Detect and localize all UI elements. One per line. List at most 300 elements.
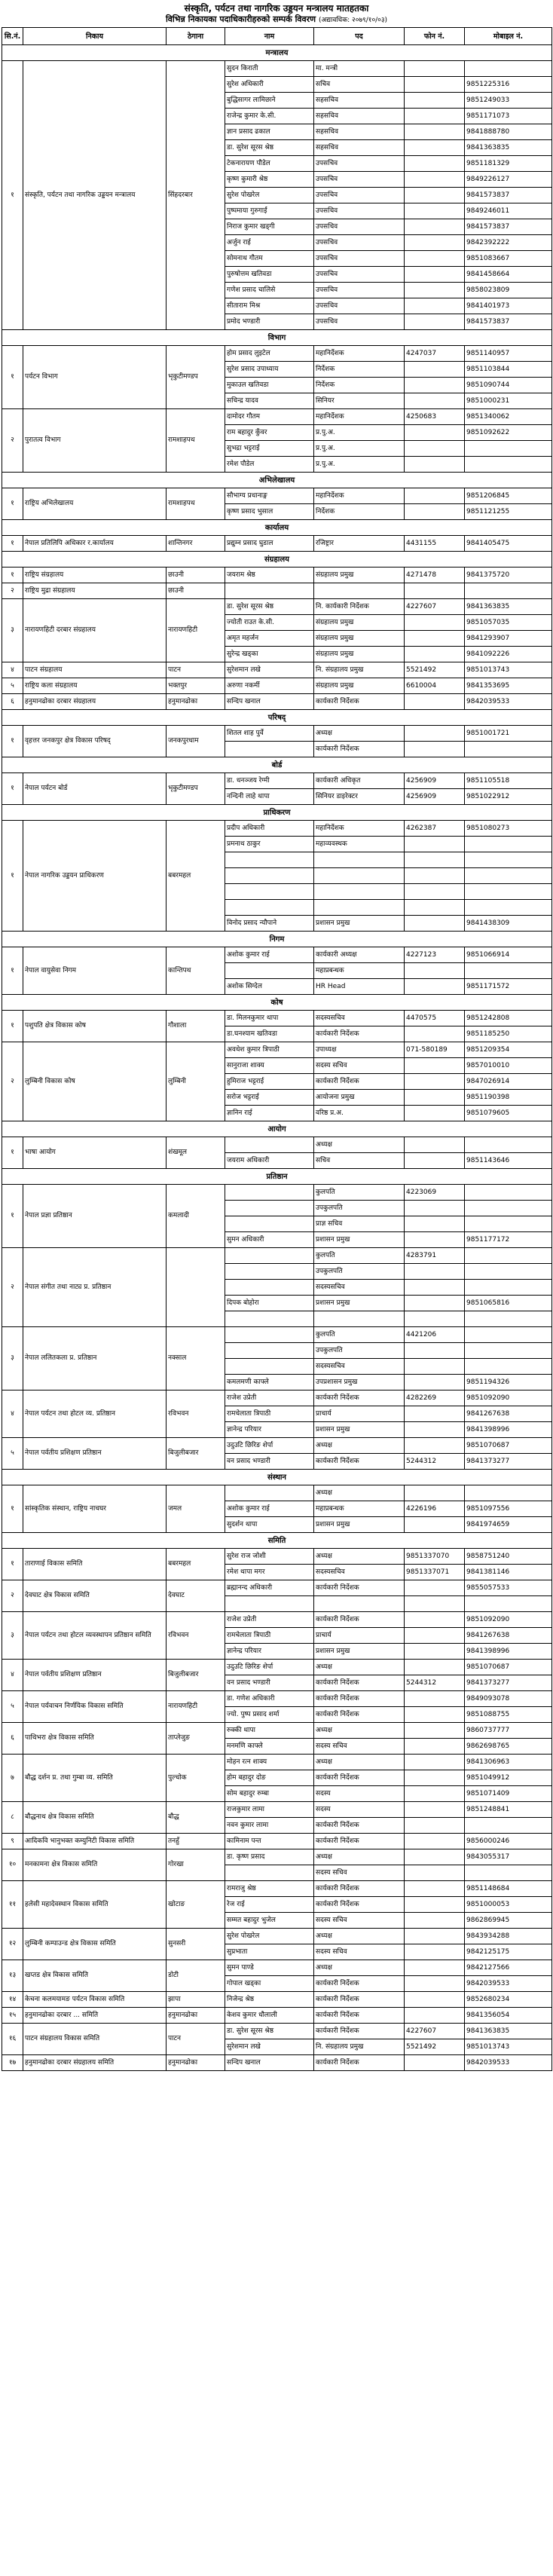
cell-post: कार्यकारी निर्देशक	[314, 2055, 405, 2071]
cell-mobile: 9841398996	[465, 1422, 552, 1438]
cell-name	[225, 1359, 314, 1375]
cell-mobile: 9851092622	[465, 425, 552, 441]
cell-name: वन प्रसाद भण्डारी	[225, 1454, 314, 1470]
cell-phone	[405, 1580, 465, 1596]
cell-post: उपकुलपति	[314, 1201, 405, 1216]
cell-name: राजेश उप्रेती	[225, 1612, 314, 1628]
cell-name: डा. सुरेश सूरस श्रेष्ठ	[225, 599, 314, 615]
cell-address: हनुमानढोका	[167, 694, 225, 710]
cell-phone	[405, 1343, 465, 1359]
cell-phone	[405, 963, 465, 979]
cell-office: नेपाल नागरिक उड्डयन प्राधिकरण	[23, 821, 167, 932]
cell-phone: 4250683	[405, 409, 465, 425]
cell-office: खप्तड क्षेत्र विकास समिति	[23, 1960, 167, 1992]
cell-mobile: 9841353695	[465, 678, 552, 694]
cell-phone	[405, 1834, 465, 1849]
cell-sno: १६	[2, 2024, 23, 2055]
cell-mobile: 9841438309	[465, 916, 552, 932]
cell-name: डा. मिलनकुमार थापा	[225, 1011, 314, 1026]
cell-office: नेपाल पर्वतीय प्रशिक्षण प्रतिष्ठान	[23, 1660, 167, 1691]
cell-address: तनहुँ	[167, 1834, 225, 1849]
cell-mobile: 9841306963	[465, 1755, 552, 1770]
cell-post: कार्यकारी निर्देशक	[314, 1691, 405, 1707]
cell-sno: ९	[2, 1834, 23, 1849]
cell-post: कार्यकारी निर्देशक	[314, 1675, 405, 1691]
cell-name: सुभद्रा भट्टराई	[225, 441, 314, 457]
cell-address: बौद्ध	[167, 1802, 225, 1834]
cell-post: कार्यकारी निर्देशक	[314, 1834, 405, 1849]
cell-name	[225, 884, 314, 900]
cell-phone	[405, 251, 465, 267]
header-post: पद	[314, 28, 405, 45]
cell-sno: ५	[2, 1691, 23, 1723]
cell-post: कार्यकारी अधिकृत	[314, 773, 405, 789]
cell-mobile: 9841373277	[465, 1675, 552, 1691]
cell-sno: ११	[2, 1881, 23, 1929]
cell-post: प्रशासन प्रमुख	[314, 1644, 405, 1660]
cell-sno: २	[2, 583, 23, 599]
cell-mobile	[465, 1343, 552, 1359]
cell-office: पर्यटन विभाग	[23, 346, 167, 409]
cell-name: कृष्ण प्रसाद भुसाल	[225, 504, 314, 520]
cell-name: कृष्ण कुमारी श्रेष्ठ	[225, 172, 314, 188]
header-sno: सि.नं.	[2, 28, 23, 45]
cell-post: अध्यक्ष	[314, 1929, 405, 1944]
cell-name: सुरेशमान लखे	[225, 662, 314, 678]
table-row	[2, 1755, 552, 1770]
cell-post: प्रशासन प्रमुख	[314, 1232, 405, 1248]
cell-phone	[405, 647, 465, 662]
cell-post: प्राज्ञ सचिव	[314, 1216, 405, 1232]
cell-name: मोहन रत्न शाक्य	[225, 1755, 314, 1770]
table-row	[2, 1390, 552, 1406]
table-row	[2, 1881, 552, 1897]
cell-mobile	[465, 1280, 552, 1296]
cell-name	[225, 1264, 314, 1280]
cell-mobile: 9841573837	[465, 188, 552, 203]
cell-name: राजेन्द्र कुमार के.सी.	[225, 109, 314, 124]
cell-name: गणेश प्रसाद चालिसे	[225, 283, 314, 298]
cell-sno: १	[2, 536, 23, 552]
cell-mobile	[465, 1137, 552, 1153]
cell-name: रुक्की थापा	[225, 1723, 314, 1739]
cell-mobile: 9851070687	[465, 1438, 552, 1454]
cell-phone	[405, 378, 465, 393]
section-title: विभाग	[2, 330, 552, 346]
cell-name: प्रदीप अधिकारी	[225, 821, 314, 837]
cell-post: अध्यक्ष	[314, 1755, 405, 1770]
cell-office: पुरातत्व विभाग	[23, 409, 167, 473]
cell-post: उपाध्यक्ष	[314, 1042, 405, 1058]
cell-post: प्रशासन प्रमुख	[314, 1422, 405, 1438]
cell-phone	[405, 203, 465, 219]
table-row	[2, 694, 552, 710]
cell-mobile: 9851209354	[465, 1042, 552, 1058]
cell-post: सहसचिव	[314, 93, 405, 109]
cell-post: नि. संग्रहालय प्रमुख	[314, 662, 405, 678]
cell-mobile: 9851022912	[465, 789, 552, 805]
cell-phone	[405, 393, 465, 409]
table-row	[2, 599, 552, 615]
cell-name	[225, 1216, 314, 1232]
cell-post: उपसचिव	[314, 283, 405, 298]
cell-mobile	[465, 900, 552, 916]
section-row	[2, 330, 552, 346]
cell-post: कार्यकारी निर्देशक	[314, 742, 405, 757]
cell-mobile: 9851140957	[465, 346, 552, 362]
cell-post: सहसचिव	[314, 124, 405, 140]
cell-phone: 4223069	[405, 1185, 465, 1201]
table-row	[2, 1011, 552, 1026]
cell-name: केशव कुमार धौलाली	[225, 2008, 314, 2024]
cell-post: संग्रहालय प्रमुख	[314, 568, 405, 583]
section-row	[2, 932, 552, 947]
cell-office: हनुमानढोका दरबार संग्रहालय	[23, 694, 167, 710]
cell-mobile	[465, 457, 552, 473]
cell-name: ज्योती राउत के.सी.	[225, 615, 314, 631]
cell-phone	[405, 1026, 465, 1042]
cell-name: सोम बहादुर रुम्बा	[225, 1786, 314, 1802]
cell-sno: २	[2, 1042, 23, 1121]
cell-address: बिजुलीबजार	[167, 1660, 225, 1691]
cell-post: कुलपति	[314, 1185, 405, 1201]
cell-post: कार्यकारी निर्देशक	[314, 1454, 405, 1470]
cell-name: सुप्रभाता	[225, 1944, 314, 1960]
cell-post: कार्यकारी निर्देशक	[314, 1026, 405, 1042]
cell-post: उपकुलपति	[314, 1264, 405, 1280]
cell-post: अध्यक्ष	[314, 1960, 405, 1976]
cell-address: पाटन	[167, 662, 225, 678]
cell-phone	[405, 298, 465, 314]
cell-post: सदस्य सचिव	[314, 1865, 405, 1881]
cell-mobile: 9841363835	[465, 2024, 552, 2039]
section-title: कार्यालय	[2, 520, 552, 536]
section-row	[2, 1121, 552, 1137]
cell-phone	[405, 1849, 465, 1865]
cell-phone	[405, 77, 465, 93]
cell-name: सानुराजा शाक्य	[225, 1058, 314, 1074]
section-row	[2, 1169, 552, 1185]
cell-post: अध्यक्ष	[314, 726, 405, 742]
cell-mobile: 9841092226	[465, 647, 552, 662]
cell-mobile: 9841398996	[465, 1644, 552, 1660]
table-row	[2, 1549, 552, 1565]
cell-phone	[405, 1596, 465, 1612]
cell-address: बबरमहल	[167, 821, 225, 932]
cell-name: उदुउटि छिरिङ शेर्पा	[225, 1438, 314, 1454]
cell-name: सुदन किराती	[225, 61, 314, 77]
cell-address: ताप्लेजुङ	[167, 1723, 225, 1755]
cell-mobile	[465, 1248, 552, 1264]
cell-name: कमलमणी काफ्ले	[225, 1375, 314, 1390]
cell-name: ज्ञानेन्द्र परियार	[225, 1644, 314, 1660]
cell-phone	[405, 93, 465, 109]
cell-post: संग्रहालय प्रमुख	[314, 678, 405, 694]
cell-post: अध्यक्ष	[314, 1849, 405, 1865]
cell-phone	[405, 2055, 465, 2071]
cell-sno: १७	[2, 2055, 23, 2071]
cell-name: मनमणि काफ्ले	[225, 1739, 314, 1755]
cell-address: शान्तिनगर	[167, 536, 225, 552]
cell-post: प्राचार्य	[314, 1628, 405, 1644]
cell-mobile	[465, 868, 552, 884]
cell-name: उदुउटि छिरिङ शेर्पा	[225, 1660, 314, 1675]
cell-address: सुनसरी	[167, 1929, 225, 1960]
cell-post: अध्यक्ष	[314, 1485, 405, 1501]
cell-office: नेपाल पर्यटन बोर्ड	[23, 773, 167, 805]
cell-phone: 4271478	[405, 568, 465, 583]
cell-post: उपसचिव	[314, 267, 405, 283]
cell-address: जमल	[167, 1485, 225, 1533]
cell-address: रामशाहपथ	[167, 409, 225, 473]
cell-post: उपसचिव	[314, 188, 405, 203]
cell-mobile: 9851000053	[465, 1897, 552, 1913]
cell-name: अशोक कुमार राई	[225, 947, 314, 963]
cell-office: पाटन संग्रहालय विकास समिति	[23, 2024, 167, 2055]
cell-phone	[405, 1359, 465, 1375]
cell-office: नेपाल पर्यवाचन निर्णयिक विकास समिति	[23, 1691, 167, 1723]
cell-mobile: 9851190398	[465, 1090, 552, 1106]
cell-post: महाप्रबन्धक	[314, 1501, 405, 1517]
cell-name: सुरेश अधिकारी	[225, 77, 314, 93]
cell-name: गोपाल खड्का	[225, 1976, 314, 1992]
cell-name: ज्ञानेन्द्र परियार	[225, 1422, 314, 1438]
cell-address: छाउनी	[167, 583, 225, 599]
cell-name: राम बहादुर कुँवर	[225, 425, 314, 441]
table-row	[2, 1660, 552, 1675]
cell-sno: ४	[2, 1660, 23, 1691]
table-row	[2, 1438, 552, 1454]
cell-mobile: 9841405475	[465, 536, 552, 552]
cell-mobile: 9851001721	[465, 726, 552, 742]
cell-name: बुद्धिसागर लामिछाने	[225, 93, 314, 109]
cell-name: डा. सुरेश सूरस श्रेष्ठ	[225, 140, 314, 156]
cell-post: सचिव	[314, 1153, 405, 1169]
cell-phone	[405, 1802, 465, 1818]
cell-phone	[405, 425, 465, 441]
cell-mobile: 9851088755	[465, 1707, 552, 1723]
cell-phone: 4262387	[405, 821, 465, 837]
cell-phone: 4282269	[405, 1390, 465, 1406]
cell-mobile: 9841888780	[465, 124, 552, 140]
cell-phone	[405, 314, 465, 330]
cell-sno: ४	[2, 662, 23, 678]
cell-post: सिनियर	[314, 393, 405, 409]
cell-post: कार्यकारी निर्देशक	[314, 1612, 405, 1628]
cell-phone	[405, 1992, 465, 2008]
cell-address	[167, 1248, 225, 1327]
cell-post: सदस्य सचिव	[314, 1944, 405, 1960]
cell-name: दामोदर गौतम	[225, 409, 314, 425]
cell-phone	[405, 916, 465, 932]
cell-address: गौशाला	[167, 1011, 225, 1042]
cell-name: सुरेश राज जोशी	[225, 1549, 314, 1565]
cell-mobile: 9860737777	[465, 1723, 552, 1739]
cell-phone	[405, 140, 465, 156]
cell-post: संग्रहालय प्रमुख	[314, 615, 405, 631]
cell-mobile: 9849226127	[465, 172, 552, 188]
cell-phone	[405, 1929, 465, 1944]
cell-phone	[405, 1691, 465, 1707]
cell-mobile: 9856000246	[465, 1834, 552, 1849]
cell-name: शितल शाह पुर्वे	[225, 726, 314, 742]
cell-post: कार्यकारी निर्देशक	[314, 694, 405, 710]
cell-name: सुरेशमान लखे	[225, 2039, 314, 2055]
cell-sno: ३	[2, 599, 23, 662]
cell-mobile: 9851340062	[465, 409, 552, 425]
cell-name: सन्दिप खनाल	[225, 2055, 314, 2071]
cell-sno: ६	[2, 1723, 23, 1755]
cell-phone	[405, 1090, 465, 1106]
cell-phone	[405, 583, 465, 599]
table-row	[2, 61, 552, 77]
cell-mobile	[465, 1596, 552, 1612]
cell-phone	[405, 488, 465, 504]
cell-name	[225, 1596, 314, 1612]
cell-name	[225, 1248, 314, 1264]
cell-office: आदिकवि भानुभक्त कम्युनिटी विकास समिति	[23, 1834, 167, 1849]
cell-mobile: 9851206845	[465, 488, 552, 504]
cell-sno: १	[2, 1549, 23, 1580]
cell-post: अध्यक्ष	[314, 1137, 405, 1153]
cell-phone	[405, 1865, 465, 1881]
table-row	[2, 1485, 552, 1501]
cell-address: बबरमहल	[167, 1549, 225, 1580]
cell-mobile: 9851092090	[465, 1390, 552, 1406]
cell-office: देवघाट क्षेत्र विकास समिति	[23, 1580, 167, 1612]
cell-mobile	[465, 1359, 552, 1375]
cell-phone	[405, 219, 465, 235]
cell-mobile: 9841293907	[465, 631, 552, 647]
cell-post: सहसचिव	[314, 140, 405, 156]
cell-office: बौद्ध दर्शन प्र. तथा गुम्बा व्य. समिति	[23, 1755, 167, 1802]
cell-sno: १५	[2, 2008, 23, 2024]
cell-mobile: 9841267638	[465, 1406, 552, 1422]
cell-phone	[405, 1280, 465, 1296]
cell-mobile: 9851097556	[465, 1501, 552, 1517]
cell-post: कार्यकारी निर्देशक	[314, 2024, 405, 2039]
cell-phone	[405, 1786, 465, 1802]
table-row	[2, 1723, 552, 1739]
cell-post	[314, 884, 405, 900]
cell-post: नि. संग्रहालय प्रमुख	[314, 2039, 405, 2055]
cell-sno: ५	[2, 1438, 23, 1470]
cell-phone: 4227607	[405, 599, 465, 615]
cell-post: कार्यकारी निर्देशक	[314, 1074, 405, 1090]
cell-phone: 4227123	[405, 947, 465, 963]
cell-post: अध्यक्ष	[314, 1660, 405, 1675]
cell-post: कुलपति	[314, 1327, 405, 1343]
cell-office: राष्ट्रिय अभिलेखालय	[23, 488, 167, 520]
cell-office: बौद्धनाथ क्षेत्र विकास समिति	[23, 1802, 167, 1834]
cell-mobile: 9841267638	[465, 1628, 552, 1644]
section-title: निगम	[2, 932, 552, 947]
cell-name: सौभाग्य प्रधानाङ्ग	[225, 488, 314, 504]
cell-mobile: 9851194326	[465, 1375, 552, 1390]
cell-mobile: 9851121255	[465, 504, 552, 520]
table-row	[2, 1248, 552, 1264]
header-name: नाम	[225, 28, 314, 45]
cell-sno: १	[2, 821, 23, 932]
cell-name: रमेश थापा मगर	[225, 1565, 314, 1580]
cell-name	[225, 583, 314, 599]
cell-phone	[405, 1755, 465, 1770]
cell-phone	[405, 109, 465, 124]
cell-name: अरुणा नकर्मी	[225, 678, 314, 694]
cell-sno: १	[2, 773, 23, 805]
table-row	[2, 1960, 552, 1976]
cell-mobile: 9851177172	[465, 1232, 552, 1248]
cell-post: महानिर्देशक	[314, 488, 405, 504]
cell-address: नारायणहिटी	[167, 1691, 225, 1723]
cell-office: केचना कलमयामङ पर्यटन विकास समिति	[23, 1992, 167, 2008]
section-row	[2, 805, 552, 821]
cell-post: महाप्रबन्धक	[314, 963, 405, 979]
cell-name: ब्रह्मानन्द अधिकारी	[225, 1580, 314, 1596]
cell-post: कार्यकारी निर्देशक	[314, 1881, 405, 1897]
cell-phone	[405, 235, 465, 251]
cell-phone	[405, 1644, 465, 1660]
cell-post: कार्यकारी अध्यक्ष	[314, 947, 405, 963]
cell-mobile: 9851105518	[465, 773, 552, 789]
cell-post: महाव्यवस्थक	[314, 837, 405, 852]
cell-post: उपसचिव	[314, 251, 405, 267]
cell-mobile: 9841363835	[465, 599, 552, 615]
cell-phone	[405, 1201, 465, 1216]
cell-name: अशोक कुमार राई	[225, 1501, 314, 1517]
cell-post: निर्देशक	[314, 362, 405, 378]
table-row	[2, 1691, 552, 1707]
cell-name: राजकुमार लामा	[225, 1802, 314, 1818]
cell-phone	[405, 267, 465, 283]
table-row	[2, 1185, 552, 1201]
cell-phone	[405, 1074, 465, 1090]
cell-name: सम्मत बहादुर भुजेल	[225, 1913, 314, 1929]
cell-mobile: 9851148684	[465, 1881, 552, 1897]
cell-sno: ४	[2, 1390, 23, 1438]
cell-office: नेपाल वायुसेवा निगम	[23, 947, 167, 995]
cell-sno: २	[2, 409, 23, 473]
cell-phone	[405, 1944, 465, 1960]
cell-name: जयराम श्रेष्ठ	[225, 568, 314, 583]
cell-name: नवन कुमार लामा	[225, 1818, 314, 1834]
cell-sno: ३	[2, 1327, 23, 1390]
cell-office: राष्ट्रिय संग्रहालय	[23, 568, 167, 583]
table-row	[2, 678, 552, 694]
table-row	[2, 1992, 552, 2008]
cell-sno: ३	[2, 1612, 23, 1660]
cell-mobile: 9851049912	[465, 1770, 552, 1786]
cell-mobile: 9849093078	[465, 1691, 552, 1707]
cell-post: उपकुलपति	[314, 1343, 405, 1359]
cell-name: नन्दिनी लाहे थापा	[225, 789, 314, 805]
cell-mobile	[465, 1216, 552, 1232]
cell-phone	[405, 1770, 465, 1786]
cell-post: उपसचिव	[314, 203, 405, 219]
cell-mobile: 9851171073	[465, 109, 552, 124]
cell-name: सुमन पाण्डे	[225, 1960, 314, 1976]
cell-name: अर्जुन राई	[225, 235, 314, 251]
cell-name: अवधेश कुमार त्रिपाठी	[225, 1042, 314, 1058]
cell-mobile: 9857010010	[465, 1058, 552, 1074]
cell-post: सहसचिव	[314, 109, 405, 124]
cell-name: पुष्पमाया गुरुगाईं	[225, 203, 314, 219]
table-row	[2, 662, 552, 678]
cell-post: निर्देशक	[314, 504, 405, 520]
cell-mobile: 9851079605	[465, 1106, 552, 1121]
cell-office: पाटन संग्रहालय	[23, 662, 167, 678]
section-row	[2, 1533, 552, 1549]
